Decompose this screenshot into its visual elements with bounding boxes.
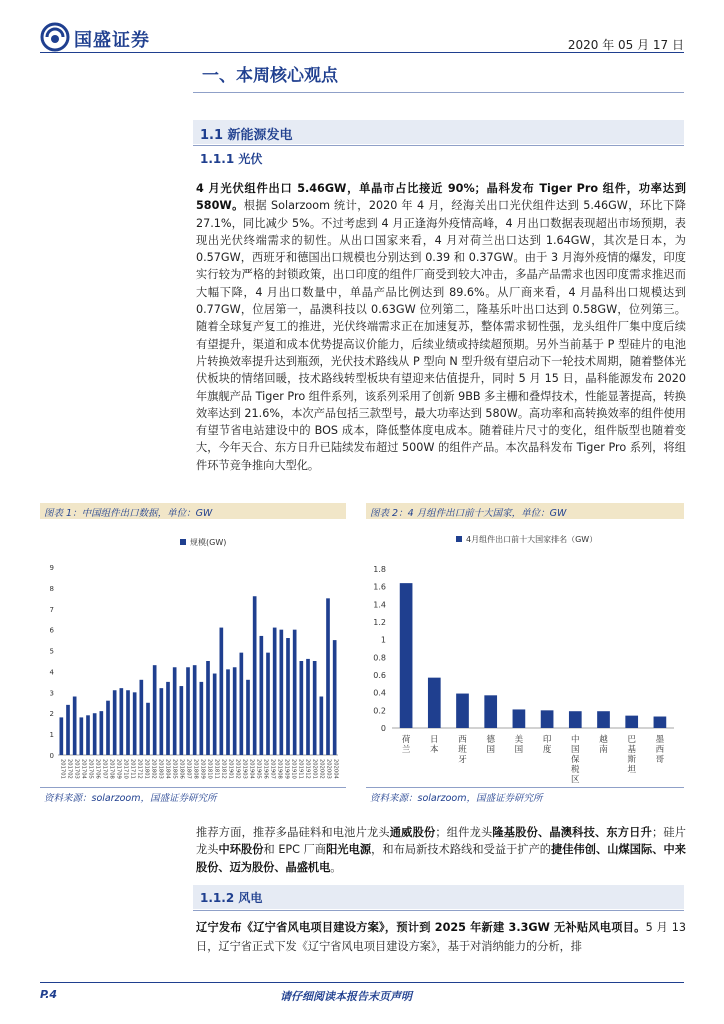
recommend-text: ；组件龙头 [435, 826, 493, 839]
x-tick-label: 201705 [87, 759, 94, 779]
bar [133, 692, 137, 755]
section-title: 一、本周核心观点 [202, 66, 338, 86]
logo-icon [40, 22, 70, 52]
subsection-title-new-energy: 1.1 新能源发电 [200, 128, 293, 143]
x-tick-label: 202003 [325, 759, 332, 779]
page-number: P.4 [40, 988, 58, 1001]
bar [266, 653, 270, 755]
x-tick-label: 201903 [241, 759, 248, 779]
bar [456, 694, 469, 728]
x-tick-label: 度 [542, 745, 552, 755]
x-tick-label: 201902 [234, 759, 241, 779]
x-tick-label: 越 [599, 735, 608, 745]
y-tick-label: 8 [49, 584, 54, 593]
bar [260, 636, 264, 755]
bar [166, 682, 170, 755]
x-tick-label: 税 [571, 765, 580, 775]
bar [625, 716, 638, 728]
bar [206, 661, 210, 755]
subsection-title-pv: 1.1.1 光伏 [200, 152, 263, 166]
bar [300, 661, 304, 755]
bar [226, 669, 230, 755]
x-tick-label: 区 [571, 775, 580, 785]
x-tick-label: 国 [514, 745, 524, 755]
pv-paragraph [196, 180, 686, 474]
x-tick-label: 201905 [255, 759, 262, 779]
pv-lead: 4 月光伏组件出口 5.46GW，单晶市占比接近 90%；晶科发布 Tiger Pro 组件，功率达到 580W。 [196, 182, 686, 213]
fig2-title: 图表 2：4 月组件出口前十大国家，单位：GW [370, 508, 567, 519]
fig2-source: 资料来源：solarzoom，国盛证券研究所 [370, 793, 543, 804]
bar [93, 713, 97, 755]
subsection-title-wind: 1.1.2 风电 [200, 891, 263, 905]
y-tick-label: 0.8 [373, 653, 386, 663]
x-tick-label: 印 [542, 735, 552, 745]
bar [286, 638, 290, 755]
x-tick-label: 201808 [192, 759, 199, 779]
bar [541, 710, 554, 728]
fig1-source: 资料来源：solarzoom，国盛证券研究所 [44, 793, 217, 804]
x-tick-label: 201803 [157, 759, 164, 779]
y-tick-label: 1 [380, 635, 386, 645]
y-tick-label: 4 [49, 668, 54, 677]
y-tick-label: 0.6 [373, 671, 386, 680]
x-tick-label: 201907 [269, 759, 276, 779]
x-tick-label: 保 [571, 755, 580, 765]
recommend-text: 推荐方面，推荐多晶硅料和电池片龙头 [196, 826, 390, 839]
bar [100, 711, 104, 755]
x-tick-label: 201703 [73, 759, 80, 779]
report-date: 2020 年 05 月 17 日 [567, 38, 684, 52]
pv-body: 根据 Solarzoom 统计，2020 年 4 月，经海关出口光伏组件达到 5.46GW，环比下降 27.1%，同比减少 5%。不过考虑到 4 月正逢海外疫情高峰，4 月出口数据表现超出市场预期，表现出光伏终端需求的韧性。从出口国家来看，4 月对荷兰出口达到 1.64GW，其次是日本，为 0.57GW，西班牙和德国出口规模也分别达到 0.39 和 0.37GW。由于 3 月海外疫情的爆发，印度实行较为严格的封锁政策，出口印度的组件厂商受到较大冲击，多晶产品需求也因印度需求推迟而大幅下降，4 月出口数量中，单晶产品比例达到 89.6%。从厂商来看，4 月晶科出口规模达到 0.77GW，位居第一，晶澳科技以 0.63GW 位列第二，隆基乐叶出口达到 0.58GW，位列第三。随着全球复产复工的推进，光伏终端需求正在加速复苏，整体需求韧性强，龙头组件厂集中度后续有望提升，渠道和成本优势提高议价能力，后续业绩或持续超预期。另外当前基于 P 型硅片的电池片转换效率提升达到瓶颈，光伏技术路线从 P 型向 N 型升级有望启动下一轮技术周期，随着整体光伏板块的情绪回暖，技术路线转型板块有望迎来估值提升，同时 5 月 15 日，晶科能源发布 2020 年旗舰产品 Tiger Pro 组件系列，该系列采用了创新 9BB 多主栅和叠焊技术，性能显著提高，转换效率达到 21.6%，本次产品包括三款型号，最大功率达到 580W。高功率和高转换效率的组件使用有望节省电站建设中的 BOS 成本，降低整体度电成本。随着硅片尺寸的变化，组件版型也随着变大，今年天合、东方日升已陆续发布超过 500W 的组件产品。本次晶科发布 Tiger Pro 系列，将组件环节竞争推向大型化。 [196, 199, 686, 472]
section-divider [193, 92, 684, 93]
bar [513, 709, 526, 728]
bar [140, 680, 144, 755]
x-tick-label: 201810 [206, 759, 213, 779]
x-tick-label: 201811 [213, 759, 220, 779]
x-tick-label: 201704 [80, 759, 87, 779]
y-tick-label: 1.4 [373, 600, 386, 610]
y-tick-label: 7 [49, 605, 54, 614]
recommend-stock: 通威股份 [389, 826, 436, 839]
bar [80, 717, 84, 755]
bar [246, 680, 250, 755]
x-tick-label: 201901 [227, 759, 234, 779]
bar [313, 661, 317, 755]
x-tick-label: 201906 [262, 759, 269, 779]
recommend-text: 。 [330, 860, 342, 874]
x-tick-label: 201711 [129, 759, 136, 779]
bar [113, 690, 117, 755]
chart-export-monthly [40, 522, 346, 787]
x-tick-label: 班 [458, 745, 467, 755]
bar [280, 630, 284, 755]
recommend-stock: 阳光电源 [326, 843, 372, 857]
subsection-divider [193, 145, 684, 146]
x-tick-label: 201801 [143, 759, 150, 779]
bar [120, 688, 124, 755]
wind-subsection-band [193, 885, 684, 909]
y-tick-label: 3 [49, 689, 54, 698]
x-tick-label: 201807 [185, 759, 192, 779]
x-tick-label: 202002 [318, 759, 325, 779]
y-tick-label: 1.2 [373, 618, 386, 627]
recommend-stock: 捷佳伟创、山煤国际、中来股份、迈为股份、晶盛机电 [196, 843, 686, 874]
x-tick-label: 201809 [199, 759, 206, 779]
recommend-stock: 中环股份 [218, 843, 264, 857]
x-tick-label: 坦 [627, 765, 636, 775]
footer-disclaimer: 请仔细阅读本报告末页声明 [280, 990, 412, 1003]
recommend-text: 和 EPC 厂商 [263, 843, 327, 857]
y-tick-label: 0 [49, 752, 54, 760]
bar [106, 701, 110, 755]
x-tick-label: 斯 [627, 755, 636, 765]
bar [484, 695, 497, 728]
y-tick-label: 1.8 [373, 565, 386, 574]
x-tick-label: 国 [571, 745, 580, 755]
x-tick-label: 201708 [108, 759, 115, 779]
recommend-text: ；硅片龙头 [196, 826, 686, 857]
x-tick-label: 南 [599, 745, 608, 755]
bar [200, 682, 204, 755]
recommend-text: ，和布局新技术路线和受益于扩产的 [371, 843, 552, 857]
bar [320, 697, 324, 755]
x-tick-label: 201909 [283, 759, 290, 779]
x-tick-label: 兰 [401, 745, 411, 755]
legend-swatch [456, 536, 462, 542]
bar [326, 598, 330, 755]
legend-label: 规模(GW) [190, 538, 227, 547]
bar [180, 686, 184, 755]
x-tick-label: 201702 [66, 759, 73, 779]
x-tick-label: 201706 [94, 759, 101, 779]
x-tick-label: 西 [655, 745, 665, 755]
bar [569, 711, 582, 728]
x-tick-label: 201908 [276, 759, 283, 779]
x-tick-label: 202004 [332, 759, 339, 779]
x-tick-label: 201712 [136, 759, 143, 779]
y-tick-label: 0 [380, 724, 386, 733]
bar [240, 653, 244, 755]
bar [597, 711, 610, 728]
x-tick-label: 哥 [655, 755, 665, 765]
fig2-bottom-rule [366, 787, 684, 788]
bar [60, 717, 64, 755]
x-tick-label: 201802 [150, 759, 157, 779]
bar [173, 667, 177, 755]
x-tick-label: 202001 [311, 759, 318, 779]
x-tick-label: 201912 [304, 759, 311, 779]
x-tick-label: 巴 [627, 735, 636, 745]
x-tick-label: 国 [486, 745, 495, 755]
legend-swatch [180, 539, 186, 545]
x-tick-label: 德 [486, 735, 495, 745]
recommend-stock: 隆基股份、晶澳科技、东方日升 [492, 826, 652, 839]
bar [160, 688, 164, 755]
y-tick-label: 2 [49, 710, 54, 719]
x-tick-label: 201701 [59, 759, 66, 779]
x-tick-label: 201911 [297, 759, 304, 779]
header-divider [40, 52, 684, 53]
bar [233, 667, 237, 755]
x-tick-label: 美 [514, 735, 524, 745]
bar [73, 697, 77, 755]
fig1-title: 图表 1：中国组件出口数据，单位：GW [44, 508, 213, 519]
x-tick-label: 基 [627, 745, 636, 755]
bar [273, 628, 277, 755]
x-tick-label: 201904 [248, 759, 255, 779]
y-tick-label: 0.4 [373, 688, 386, 698]
bar [654, 717, 667, 728]
wind-paragraph [196, 918, 686, 956]
x-tick-label: 201707 [101, 759, 108, 779]
y-tick-label: 1.6 [373, 582, 386, 592]
x-tick-label: 201812 [220, 759, 227, 779]
bar [333, 640, 337, 755]
wind-lead: 辽宁发布《辽宁省风电项目建设方案》，预计到 2025 年新建 3.3GW 无补贴风电项目。 [196, 921, 646, 934]
y-tick-label: 1 [49, 731, 54, 740]
x-tick-label: 本 [430, 745, 439, 755]
x-tick-label: 西 [458, 735, 467, 745]
bar [66, 705, 70, 755]
bar [400, 583, 413, 728]
wind-body: 5 月 13 日，辽宁省正式下发《辽宁省风电项目建设方案》，基于对消纳能力的分析，排 [196, 921, 686, 953]
bar [86, 715, 90, 755]
brand-logo [40, 22, 160, 52]
x-tick-label: 墨 [655, 735, 665, 745]
x-tick-label: 201805 [171, 759, 178, 779]
fig1-bottom-rule [40, 787, 346, 788]
brand-name: 国盛证券 [74, 30, 150, 51]
bar [428, 678, 441, 728]
bar [146, 703, 150, 755]
bar [306, 659, 310, 755]
bar [293, 630, 297, 755]
x-tick-label: 日 [430, 735, 439, 745]
x-tick-label: 荷 [401, 735, 411, 745]
y-tick-label: 5 [49, 647, 54, 656]
y-tick-label: 0.2 [373, 706, 386, 716]
x-tick-label: 201910 [290, 759, 297, 779]
bar [213, 674, 217, 755]
y-tick-label: 9 [49, 564, 54, 572]
x-tick-label: 牙 [458, 755, 467, 765]
x-tick-label: 201806 [178, 759, 185, 779]
bar [126, 690, 130, 755]
recommend-paragraph [196, 824, 686, 876]
footer-divider [40, 982, 684, 983]
wind-subsection-divider [193, 910, 684, 911]
bar [153, 665, 157, 755]
bar [253, 596, 257, 755]
x-tick-label: 201804 [164, 759, 171, 779]
y-tick-label: 6 [49, 626, 54, 635]
x-tick-label: 201710 [122, 759, 129, 779]
bar [220, 628, 224, 755]
legend-label: 4月组件出口前十大国家排名（GW） [466, 535, 598, 544]
x-tick-label: 201709 [115, 759, 122, 779]
bar [186, 667, 190, 755]
bar [193, 665, 197, 755]
x-tick-label: 中 [571, 735, 580, 745]
chart-top10-countries [366, 522, 684, 787]
